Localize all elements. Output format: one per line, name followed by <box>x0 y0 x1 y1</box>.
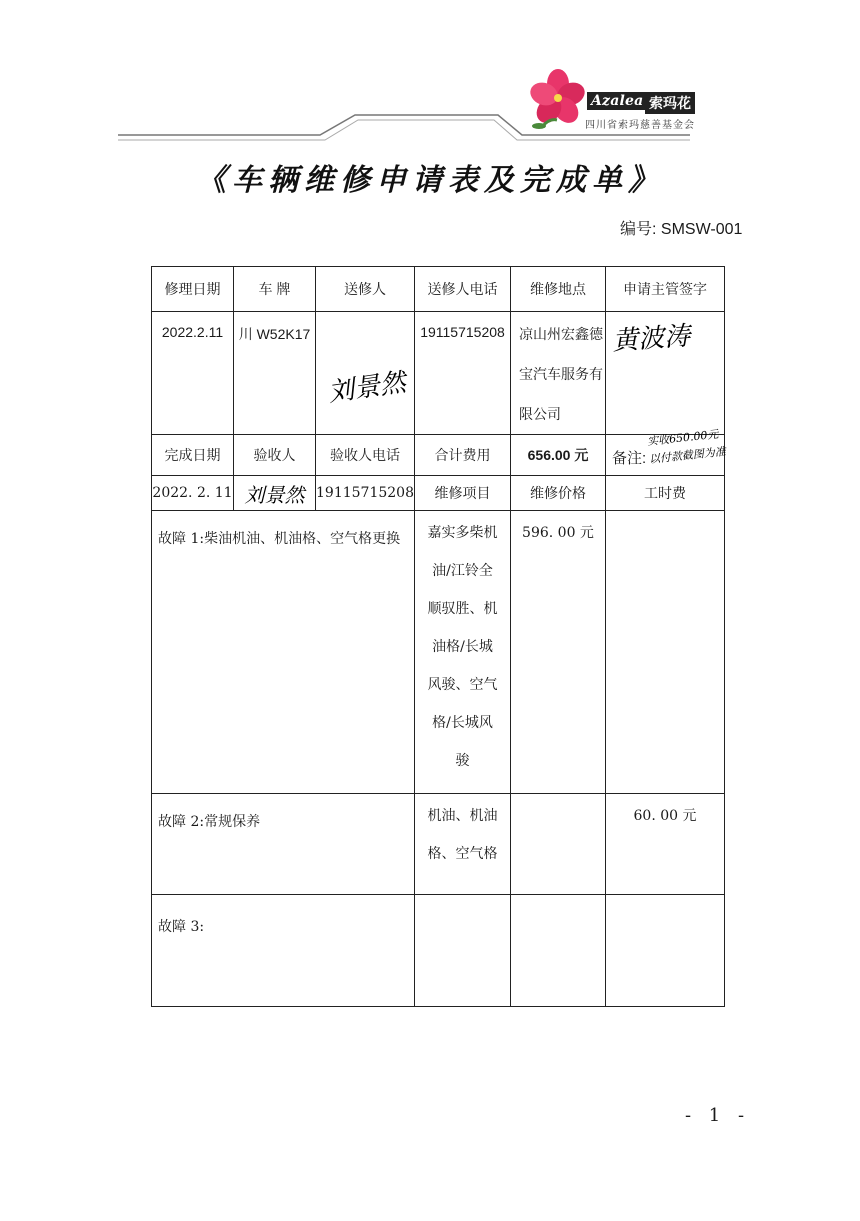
logo-name-en: Azalea <box>587 92 647 110</box>
header-divider <box>0 0 860 150</box>
fault-items <box>415 794 511 895</box>
header-repair-date: 修理日期 <box>152 267 234 312</box>
logo-org-name: 四川省索玛慈善基金会 <box>585 120 695 131</box>
header-total-cost: 合计费用 <box>415 435 511 476</box>
acceptor-signature-cell <box>234 476 316 511</box>
header-location: 维修地点 <box>511 267 606 312</box>
foundation-logo <box>527 68 727 138</box>
fault-labor <box>606 511 725 794</box>
plate-value: 川 W52K17 <box>234 312 316 435</box>
header-sender-phone: 送修人电话 <box>415 267 511 312</box>
fault-description: 故障 3: <box>152 895 415 1007</box>
acceptor-phone-value: 19115715208 <box>316 476 415 511</box>
document-title: 《车辆维修申请表及完成单》 <box>196 163 664 198</box>
item-line: 油格/长城 <box>432 639 493 655</box>
fault-items <box>415 895 511 1007</box>
header-acceptor-phone: 验收人电话 <box>316 435 415 476</box>
fault-description: 故障 1:柴油机油、机油格、空气格更换 <box>152 511 415 794</box>
fault-labor <box>606 895 725 1007</box>
acceptance-row <box>152 476 725 511</box>
header-row-1 <box>152 267 725 312</box>
item-line: 格/长城风 <box>432 715 493 731</box>
fault-items <box>415 511 511 794</box>
remark-cell <box>606 427 727 476</box>
request-row <box>152 312 725 435</box>
supervisor-signature-cell <box>606 312 725 435</box>
item-line: 风骏、空气 <box>427 677 498 693</box>
sender-signature: 刘景然 <box>326 367 408 408</box>
fault-row <box>152 794 725 895</box>
page-number: - 1 - <box>685 1105 751 1126</box>
remark-label: 备注: <box>612 450 647 467</box>
fault-price <box>511 895 606 1007</box>
sender-phone-value: 19115715208 <box>415 312 511 435</box>
header-labor-fee: 工时费 <box>606 476 725 511</box>
location-line: 宝汽车服务有 <box>519 366 603 382</box>
item-line: 骏 <box>455 753 470 769</box>
logo-name-cn: 索玛花 <box>645 92 695 114</box>
location-line: 限公司 <box>519 406 561 422</box>
fault-labor: 60. 00 元 <box>606 794 725 895</box>
header-supervisor-sign: 申请主管签字 <box>606 267 725 312</box>
item-line: 油/江铃全 <box>432 563 493 579</box>
header-repair-price: 维修价格 <box>511 476 606 511</box>
header-repair-items: 维修项目 <box>415 476 511 511</box>
supervisor-signature: 黄波涛 <box>611 321 692 357</box>
remark-handwriting: 实收650.00元 以付款截图为准 <box>646 427 727 466</box>
item-line: 机油、机油 <box>427 808 498 824</box>
total-cost-value: 656.00 元 <box>511 435 606 476</box>
location-line: 凉山州宏鑫德 <box>519 326 603 342</box>
location-value <box>511 312 606 435</box>
acceptor-signature: 刘景然 <box>244 482 305 507</box>
item-line: 格、空气格 <box>427 846 498 862</box>
repair-date-value: 2022.2.11 <box>152 312 234 435</box>
item-line: 嘉实多柴机 <box>427 525 498 541</box>
header-complete-date: 完成日期 <box>152 435 234 476</box>
header-acceptor: 验收人 <box>234 435 316 476</box>
fault-row <box>152 895 725 1007</box>
header-plate: 车 牌 <box>234 267 316 312</box>
azalea-flower-icon <box>527 68 589 134</box>
fault-description: 故障 2:常规保养 <box>152 794 415 895</box>
complete-date-value: 2022. 2. 11 <box>152 476 234 511</box>
header-sender: 送修人 <box>316 267 415 312</box>
repair-form-table <box>151 266 725 1007</box>
header-row-2 <box>152 435 725 476</box>
sender-signature-cell <box>316 312 415 435</box>
fault-price <box>511 794 606 895</box>
fault-row <box>152 511 725 794</box>
document-number: 编号: SMSW-001 <box>620 221 743 238</box>
fault-price: 596. 00 元 <box>511 511 606 794</box>
item-line: 顺驭胜、机 <box>427 601 498 617</box>
